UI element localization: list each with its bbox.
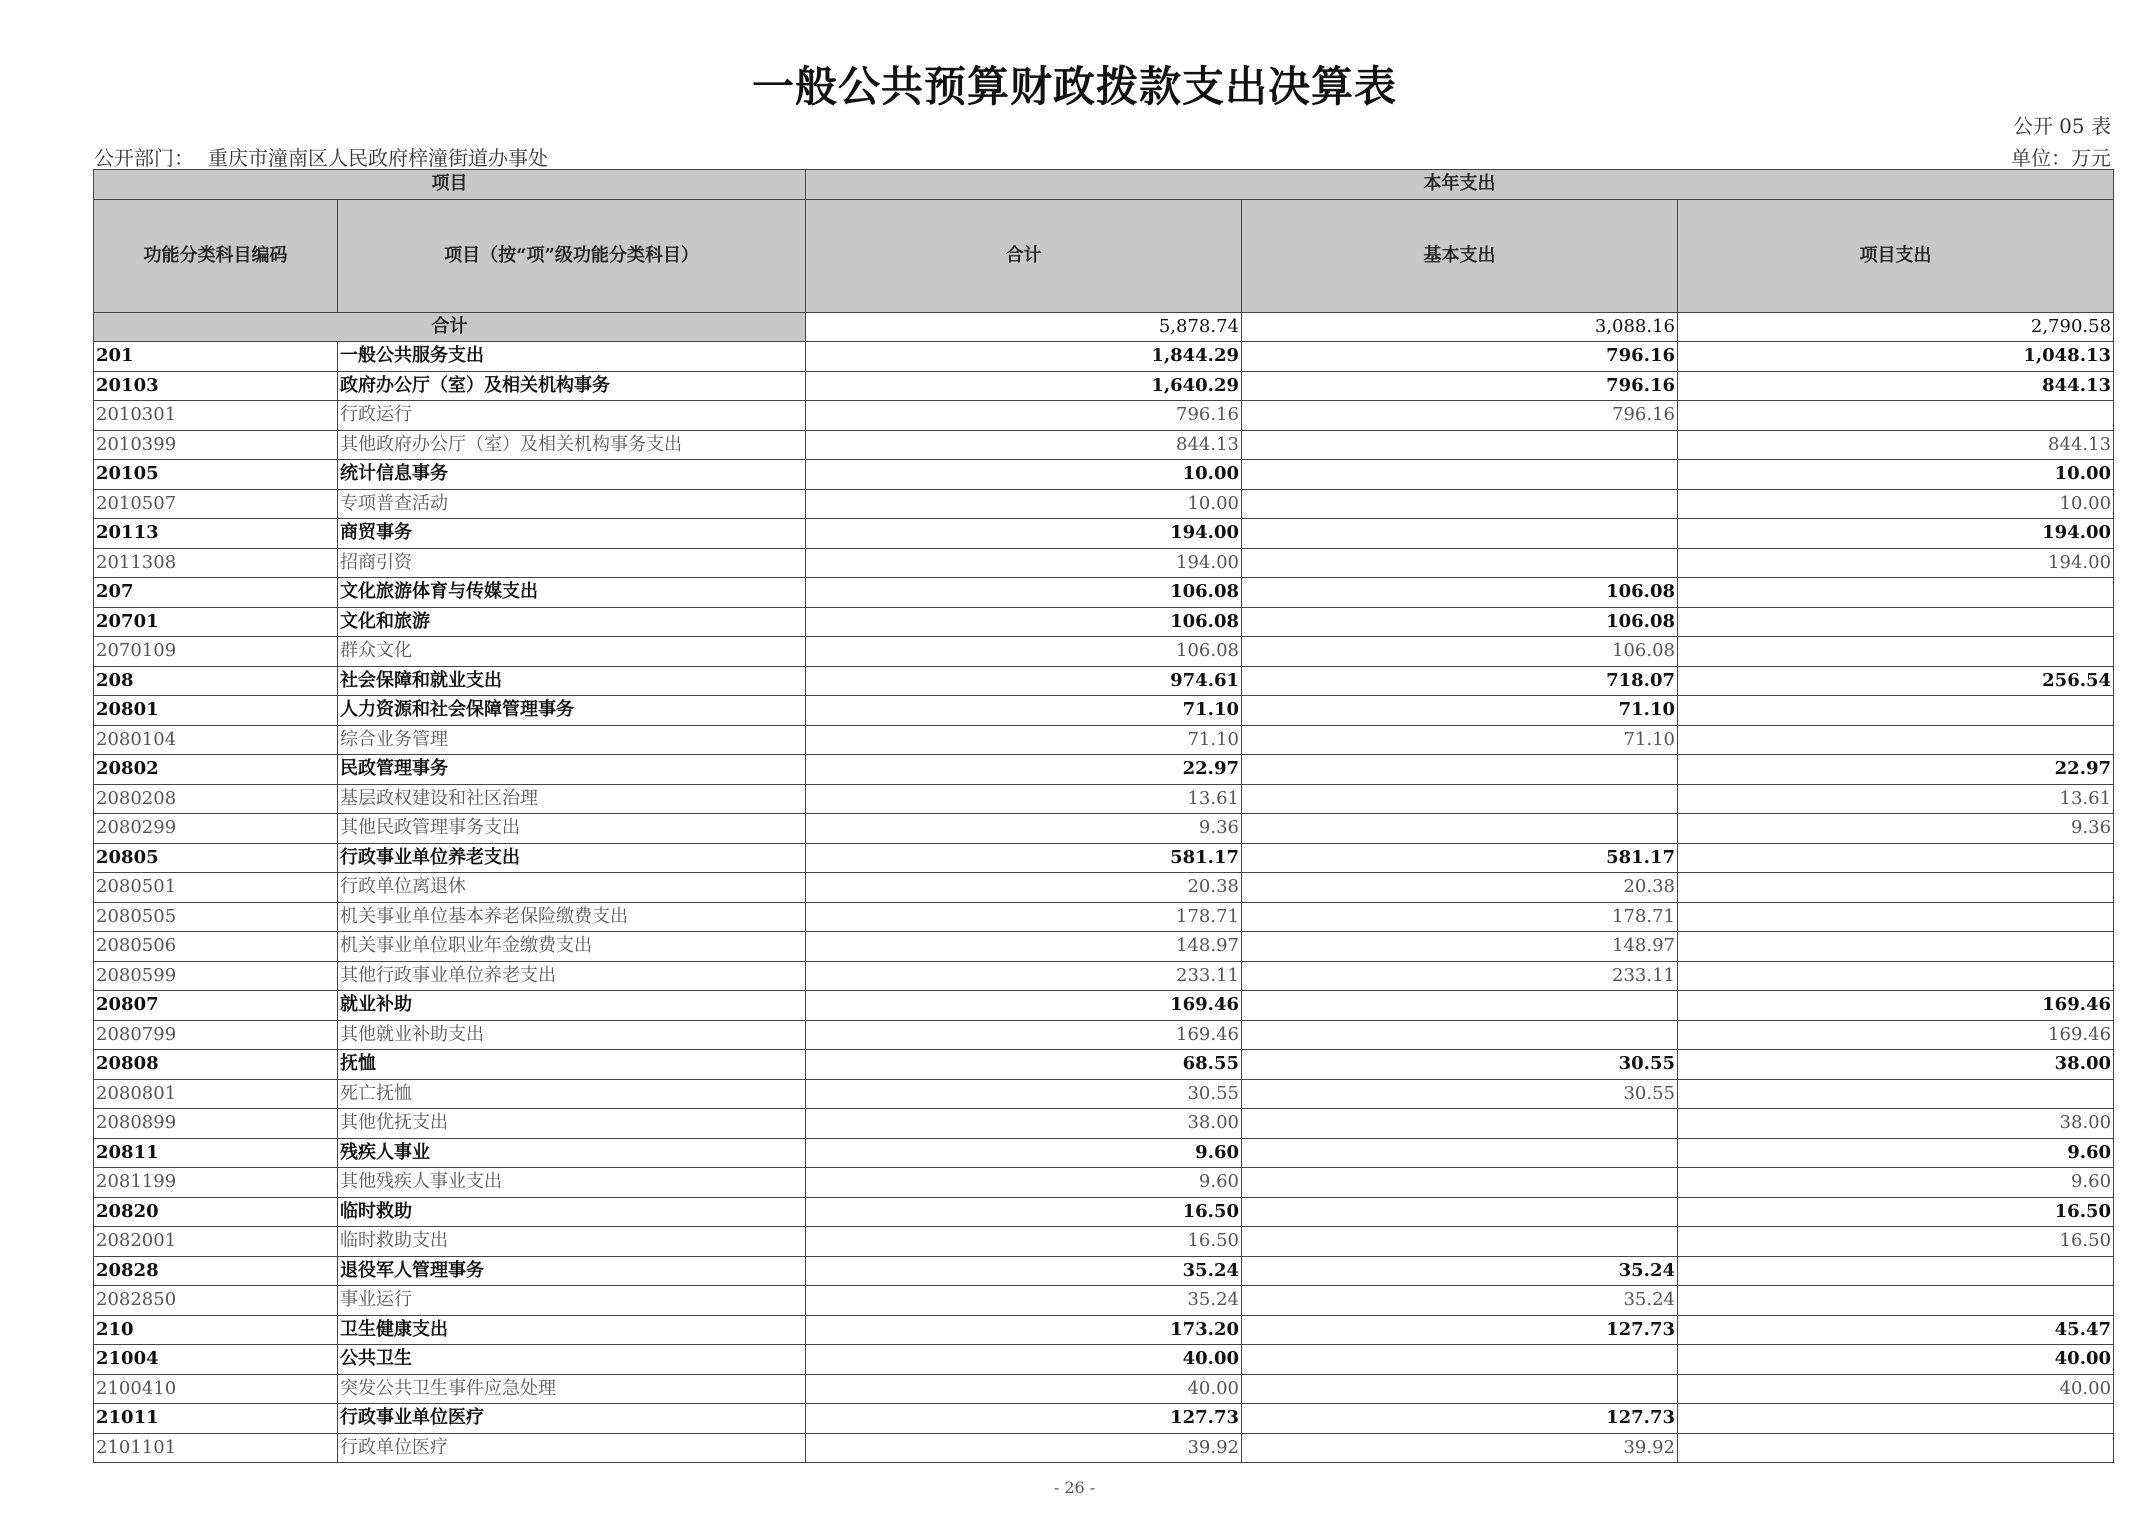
project-cell bbox=[1678, 725, 2114, 755]
code-cell: 20801 bbox=[94, 696, 338, 726]
project-cell: 844.13 bbox=[1678, 371, 2114, 401]
table-row bbox=[94, 1256, 2114, 1286]
name-cell: 行政单位医疗 bbox=[338, 1433, 806, 1463]
total-cell: 178.71 bbox=[806, 902, 1242, 932]
report-title: 一般公共预算财政拨款支出决算表 bbox=[751, 62, 1397, 111]
project-cell: 1,048.13 bbox=[1678, 342, 2114, 372]
name-cell: 行政事业单位医疗 bbox=[338, 1404, 806, 1434]
basic-cell bbox=[1242, 1197, 1678, 1227]
basic-cell: 106.08 bbox=[1242, 607, 1678, 637]
code-cell: 20103 bbox=[94, 371, 338, 401]
total-cell: 10.00 bbox=[806, 489, 1242, 519]
basic-cell: 106.08 bbox=[1242, 578, 1678, 608]
department-line bbox=[94, 142, 548, 171]
table-row bbox=[94, 342, 2114, 372]
name-cell: 其他残疾人事业支出 bbox=[338, 1168, 806, 1198]
table-row bbox=[94, 725, 2114, 755]
total-cell: 169.46 bbox=[806, 991, 1242, 1021]
name-cell: 政府办公厅（室）及相关机构事务 bbox=[338, 371, 806, 401]
total-cell: 194.00 bbox=[806, 548, 1242, 578]
total-sum: 5,878.74 bbox=[806, 312, 1242, 342]
total-cell: 35.24 bbox=[806, 1286, 1242, 1316]
project-cell: 38.00 bbox=[1678, 1050, 2114, 1080]
total-cell: 68.55 bbox=[806, 1050, 1242, 1080]
total-cell: 38.00 bbox=[806, 1109, 1242, 1139]
project-cell: 13.61 bbox=[1678, 784, 2114, 814]
basic-cell bbox=[1242, 784, 1678, 814]
project-cell bbox=[1678, 843, 2114, 873]
name-cell: 其他优抚支出 bbox=[338, 1109, 806, 1139]
table-row bbox=[94, 1227, 2114, 1257]
name-cell: 一般公共服务支出 bbox=[338, 342, 806, 372]
code-cell: 2081199 bbox=[94, 1168, 338, 1198]
basic-cell bbox=[1242, 430, 1678, 460]
total-cell: 16.50 bbox=[806, 1197, 1242, 1227]
name-cell: 突发公共卫生事件应急处理 bbox=[338, 1374, 806, 1404]
code-cell: 2080299 bbox=[94, 814, 338, 844]
code-cell: 2010399 bbox=[94, 430, 338, 460]
total-cell: 127.73 bbox=[806, 1404, 1242, 1434]
table-row bbox=[94, 1315, 2114, 1345]
table-row bbox=[94, 1050, 2114, 1080]
project-cell: 22.97 bbox=[1678, 755, 2114, 785]
code-cell: 2080501 bbox=[94, 873, 338, 903]
project-cell: 194.00 bbox=[1678, 519, 2114, 549]
name-cell: 群众文化 bbox=[338, 637, 806, 667]
code-cell: 2101101 bbox=[94, 1433, 338, 1463]
project-cell: 9.36 bbox=[1678, 814, 2114, 844]
table-row bbox=[94, 991, 2114, 1021]
code-cell: 2080599 bbox=[94, 961, 338, 991]
project-cell: 9.60 bbox=[1678, 1168, 2114, 1198]
total-cell: 106.08 bbox=[806, 607, 1242, 637]
project-cell: 10.00 bbox=[1678, 460, 2114, 490]
code-cell: 208 bbox=[94, 666, 338, 696]
project-cell: 10.00 bbox=[1678, 489, 2114, 519]
name-cell: 招商引资 bbox=[338, 548, 806, 578]
project-cell: 40.00 bbox=[1678, 1374, 2114, 1404]
basic-cell bbox=[1242, 755, 1678, 785]
table-row bbox=[94, 1138, 2114, 1168]
total-cell: 30.55 bbox=[806, 1079, 1242, 1109]
code-cell: 2080104 bbox=[94, 725, 338, 755]
total-cell: 71.10 bbox=[806, 725, 1242, 755]
table-row bbox=[94, 1109, 2114, 1139]
basic-cell: 718.07 bbox=[1242, 666, 1678, 696]
code-cell: 2080208 bbox=[94, 784, 338, 814]
project-cell bbox=[1678, 1286, 2114, 1316]
total-cell: 169.46 bbox=[806, 1020, 1242, 1050]
basic-cell: 30.55 bbox=[1242, 1079, 1678, 1109]
code-cell: 2010301 bbox=[94, 401, 338, 431]
basic-cell bbox=[1242, 814, 1678, 844]
name-cell: 人力资源和社会保障管理事务 bbox=[338, 696, 806, 726]
code-cell: 20828 bbox=[94, 1256, 338, 1286]
code-cell: 20113 bbox=[94, 519, 338, 549]
project-cell bbox=[1678, 578, 2114, 608]
total-cell: 16.50 bbox=[806, 1227, 1242, 1257]
basic-cell: 148.97 bbox=[1242, 932, 1678, 962]
table-row bbox=[94, 371, 2114, 401]
total-cell: 35.24 bbox=[806, 1256, 1242, 1286]
table-row bbox=[94, 1404, 2114, 1434]
name-cell: 综合业务管理 bbox=[338, 725, 806, 755]
basic-cell bbox=[1242, 1227, 1678, 1257]
code-cell: 2080801 bbox=[94, 1079, 338, 1109]
table-row bbox=[94, 1286, 2114, 1316]
project-cell: 45.47 bbox=[1678, 1315, 2114, 1345]
department-name: 重庆市潼南区人民政府梓潼街道办事处 bbox=[208, 146, 548, 170]
table-row bbox=[94, 843, 2114, 873]
table-row bbox=[94, 666, 2114, 696]
name-cell: 临时救助支出 bbox=[338, 1227, 806, 1257]
header-current-year: 本年支出 bbox=[806, 170, 2114, 200]
project-cell bbox=[1678, 1404, 2114, 1434]
total-cell: 796.16 bbox=[806, 401, 1242, 431]
project-cell bbox=[1678, 873, 2114, 903]
name-cell: 临时救助 bbox=[338, 1197, 806, 1227]
name-cell: 行政运行 bbox=[338, 401, 806, 431]
total-cell: 581.17 bbox=[806, 843, 1242, 873]
header-project-expenditure: 项目支出 bbox=[1678, 199, 2114, 312]
name-cell: 退役军人管理事务 bbox=[338, 1256, 806, 1286]
basic-cell: 796.16 bbox=[1242, 371, 1678, 401]
table-row bbox=[94, 696, 2114, 726]
code-cell: 201 bbox=[94, 342, 338, 372]
table-row bbox=[94, 1079, 2114, 1109]
name-cell: 机关事业单位基本养老保险缴费支出 bbox=[338, 902, 806, 932]
total-cell: 10.00 bbox=[806, 460, 1242, 490]
name-cell: 基层政权建设和社区治理 bbox=[338, 784, 806, 814]
total-cell: 9.60 bbox=[806, 1138, 1242, 1168]
table-row bbox=[94, 607, 2114, 637]
code-cell: 2080899 bbox=[94, 1109, 338, 1139]
total-cell: 974.61 bbox=[806, 666, 1242, 696]
total-cell: 22.97 bbox=[806, 755, 1242, 785]
basic-cell: 35.24 bbox=[1242, 1256, 1678, 1286]
basic-cell: 71.10 bbox=[1242, 696, 1678, 726]
basic-cell: 106.08 bbox=[1242, 637, 1678, 667]
table-row bbox=[94, 1020, 2114, 1050]
total-cell: 173.20 bbox=[806, 1315, 1242, 1345]
code-cell: 20807 bbox=[94, 991, 338, 1021]
code-cell: 2080799 bbox=[94, 1020, 338, 1050]
project-cell: 16.50 bbox=[1678, 1197, 2114, 1227]
code-cell: 207 bbox=[94, 578, 338, 608]
code-cell: 2011308 bbox=[94, 548, 338, 578]
header-row-2 bbox=[94, 199, 2114, 312]
name-cell: 事业运行 bbox=[338, 1286, 806, 1316]
total-cell: 40.00 bbox=[806, 1345, 1242, 1375]
basic-cell bbox=[1242, 460, 1678, 490]
total-cell: 148.97 bbox=[806, 932, 1242, 962]
table-row bbox=[94, 902, 2114, 932]
total-cell: 13.61 bbox=[806, 784, 1242, 814]
header-row-1 bbox=[94, 170, 2114, 200]
table-row bbox=[94, 1345, 2114, 1375]
name-cell: 社会保障和就业支出 bbox=[338, 666, 806, 696]
code-cell: 20820 bbox=[94, 1197, 338, 1227]
project-cell bbox=[1678, 607, 2114, 637]
basic-cell: 39.92 bbox=[1242, 1433, 1678, 1463]
basic-cell: 796.16 bbox=[1242, 342, 1678, 372]
total-cell: 106.08 bbox=[806, 637, 1242, 667]
table-row bbox=[94, 1374, 2114, 1404]
table-number: 公开 05 表 bbox=[2012, 114, 2111, 138]
project-cell bbox=[1678, 1433, 2114, 1463]
name-cell: 抚恤 bbox=[338, 1050, 806, 1080]
name-cell: 行政单位离退休 bbox=[338, 873, 806, 903]
name-cell: 其他政府办公厅（室）及相关机构事务支出 bbox=[338, 430, 806, 460]
project-cell: 9.60 bbox=[1678, 1138, 2114, 1168]
code-cell: 21011 bbox=[94, 1404, 338, 1434]
unit-label: 单位：万元 bbox=[2011, 146, 2111, 170]
basic-cell bbox=[1242, 519, 1678, 549]
basic-cell bbox=[1242, 1109, 1678, 1139]
name-cell: 文化旅游体育与传媒支出 bbox=[338, 578, 806, 608]
code-cell: 2070109 bbox=[94, 637, 338, 667]
department-label: 公开部门： bbox=[94, 146, 194, 170]
basic-cell: 127.73 bbox=[1242, 1404, 1678, 1434]
total-cell: 71.10 bbox=[806, 696, 1242, 726]
code-cell: 2080505 bbox=[94, 902, 338, 932]
header-total: 合计 bbox=[806, 199, 1242, 312]
basic-cell: 20.38 bbox=[1242, 873, 1678, 903]
name-cell: 残疾人事业 bbox=[338, 1138, 806, 1168]
name-cell: 其他民政管理事务支出 bbox=[338, 814, 806, 844]
basic-cell: 30.55 bbox=[1242, 1050, 1678, 1080]
expenditure-table bbox=[93, 169, 2114, 1463]
basic-cell bbox=[1242, 489, 1678, 519]
basic-cell: 35.24 bbox=[1242, 1286, 1678, 1316]
table-row bbox=[94, 755, 2114, 785]
basic-cell bbox=[1242, 991, 1678, 1021]
table-row bbox=[94, 961, 2114, 991]
basic-cell bbox=[1242, 1168, 1678, 1198]
basic-cell: 127.73 bbox=[1242, 1315, 1678, 1345]
name-cell: 其他就业补助支出 bbox=[338, 1020, 806, 1050]
code-cell: 2100410 bbox=[94, 1374, 338, 1404]
code-cell: 20701 bbox=[94, 607, 338, 637]
name-cell: 其他行政事业单位养老支出 bbox=[338, 961, 806, 991]
project-cell: 194.00 bbox=[1678, 548, 2114, 578]
name-cell: 卫生健康支出 bbox=[338, 1315, 806, 1345]
total-cell: 233.11 bbox=[806, 961, 1242, 991]
name-cell: 行政事业单位养老支出 bbox=[338, 843, 806, 873]
page-number: - 26 - bbox=[1053, 1478, 1096, 1497]
basic-cell bbox=[1242, 1345, 1678, 1375]
name-cell: 专项普查活动 bbox=[338, 489, 806, 519]
project-cell bbox=[1678, 902, 2114, 932]
total-basic: 3,088.16 bbox=[1242, 312, 1678, 342]
basic-cell: 233.11 bbox=[1242, 961, 1678, 991]
table-row bbox=[94, 460, 2114, 490]
name-cell: 统计信息事务 bbox=[338, 460, 806, 490]
basic-cell bbox=[1242, 1138, 1678, 1168]
name-cell: 死亡抚恤 bbox=[338, 1079, 806, 1109]
table-row bbox=[94, 814, 2114, 844]
basic-cell: 796.16 bbox=[1242, 401, 1678, 431]
name-cell: 公共卫生 bbox=[338, 1345, 806, 1375]
code-cell: 20805 bbox=[94, 843, 338, 873]
code-cell: 20105 bbox=[94, 460, 338, 490]
table-row bbox=[94, 1168, 2114, 1198]
project-cell: 38.00 bbox=[1678, 1109, 2114, 1139]
name-cell: 商贸事务 bbox=[338, 519, 806, 549]
code-cell: 2080506 bbox=[94, 932, 338, 962]
project-cell bbox=[1678, 401, 2114, 431]
basic-cell bbox=[1242, 1374, 1678, 1404]
header-basic: 基本支出 bbox=[1242, 199, 1678, 312]
project-cell bbox=[1678, 932, 2114, 962]
total-cell: 9.36 bbox=[806, 814, 1242, 844]
code-cell: 21004 bbox=[94, 1345, 338, 1375]
code-cell: 2082001 bbox=[94, 1227, 338, 1257]
total-cell: 39.92 bbox=[806, 1433, 1242, 1463]
basic-cell bbox=[1242, 548, 1678, 578]
total-cell: 9.60 bbox=[806, 1168, 1242, 1198]
table-row bbox=[94, 489, 2114, 519]
project-cell: 16.50 bbox=[1678, 1227, 2114, 1257]
basic-cell: 178.71 bbox=[1242, 902, 1678, 932]
total-cell: 1,640.29 bbox=[806, 371, 1242, 401]
code-cell: 20802 bbox=[94, 755, 338, 785]
name-cell: 民政管理事务 bbox=[338, 755, 806, 785]
name-cell: 机关事业单位职业年金缴费支出 bbox=[338, 932, 806, 962]
project-cell: 40.00 bbox=[1678, 1345, 2114, 1375]
total-cell: 40.00 bbox=[806, 1374, 1242, 1404]
project-cell: 844.13 bbox=[1678, 430, 2114, 460]
table-row bbox=[94, 548, 2114, 578]
name-cell: 文化和旅游 bbox=[338, 607, 806, 637]
header-code: 功能分类科目编码 bbox=[94, 199, 338, 312]
project-cell bbox=[1678, 1079, 2114, 1109]
table-row bbox=[94, 578, 2114, 608]
total-cell: 106.08 bbox=[806, 578, 1242, 608]
code-cell: 2082850 bbox=[94, 1286, 338, 1316]
table-row bbox=[94, 519, 2114, 549]
total-row bbox=[94, 312, 2114, 342]
code-cell: 20811 bbox=[94, 1138, 338, 1168]
header-name: 项目（按“项”级功能分类科目） bbox=[338, 199, 806, 312]
code-cell: 20808 bbox=[94, 1050, 338, 1080]
table-row bbox=[94, 401, 2114, 431]
project-cell: 169.46 bbox=[1678, 1020, 2114, 1050]
total-cell: 1,844.29 bbox=[806, 342, 1242, 372]
basic-cell bbox=[1242, 1020, 1678, 1050]
total-cell: 20.38 bbox=[806, 873, 1242, 903]
basic-cell: 71.10 bbox=[1242, 725, 1678, 755]
project-cell bbox=[1678, 1256, 2114, 1286]
project-cell bbox=[1678, 696, 2114, 726]
total-cell: 194.00 bbox=[806, 519, 1242, 549]
table-row bbox=[94, 784, 2114, 814]
table-row bbox=[94, 430, 2114, 460]
table-row bbox=[94, 1433, 2114, 1463]
total-project: 2,790.58 bbox=[1678, 312, 2114, 342]
basic-cell: 581.17 bbox=[1242, 843, 1678, 873]
total-cell: 844.13 bbox=[806, 430, 1242, 460]
project-cell: 169.46 bbox=[1678, 991, 2114, 1021]
project-cell bbox=[1678, 637, 2114, 667]
table-row bbox=[94, 1197, 2114, 1227]
table-row bbox=[94, 637, 2114, 667]
table-row bbox=[94, 932, 2114, 962]
project-cell: 256.54 bbox=[1678, 666, 2114, 696]
total-label: 合计 bbox=[94, 312, 806, 342]
table-row bbox=[94, 873, 2114, 903]
code-cell: 2010507 bbox=[94, 489, 338, 519]
project-cell bbox=[1678, 961, 2114, 991]
header-project: 项目 bbox=[94, 170, 806, 200]
name-cell: 就业补助 bbox=[338, 991, 806, 1021]
code-cell: 210 bbox=[94, 1315, 338, 1345]
